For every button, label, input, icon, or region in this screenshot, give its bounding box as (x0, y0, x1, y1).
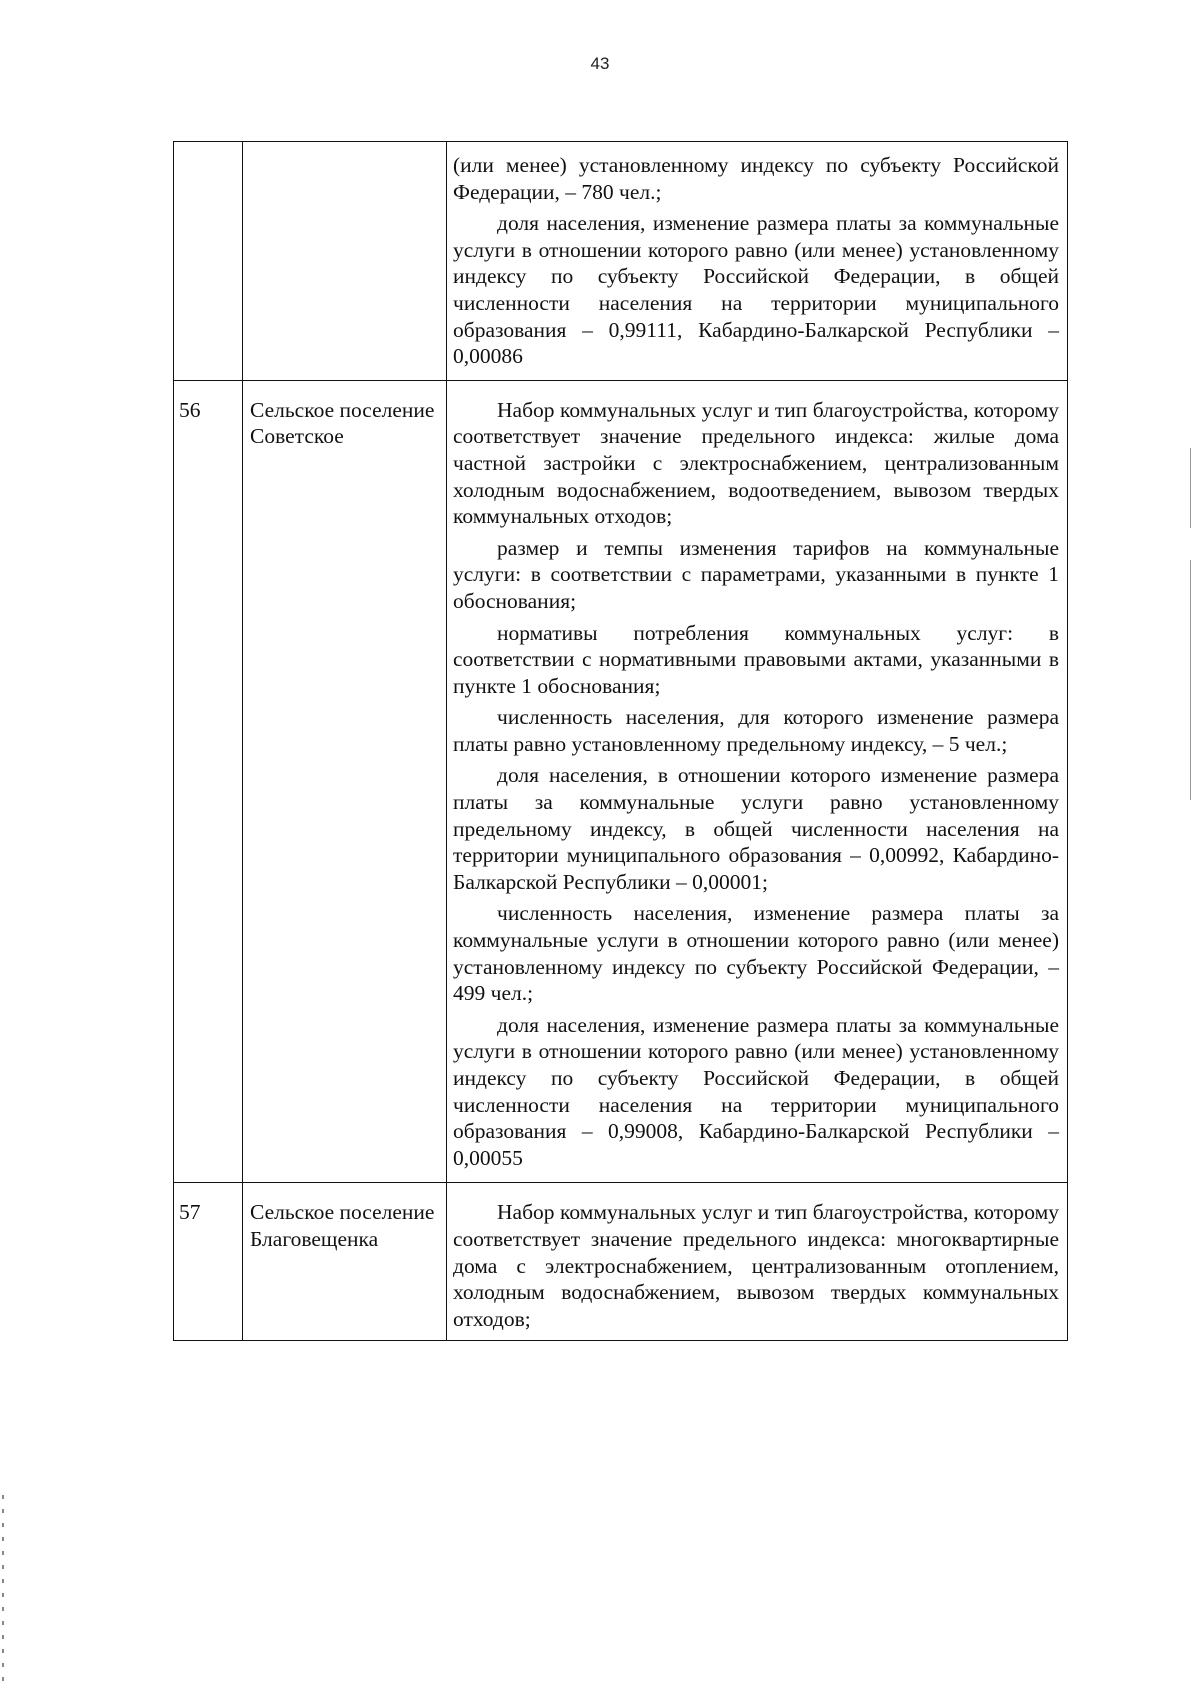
data-table (173, 141, 1068, 1341)
description-cell (447, 142, 1068, 381)
page-number: 43 (590, 54, 610, 73)
table-row-56 (174, 380, 1068, 1183)
description-paragraph: размер и темпы изменения тарифов на коммунальные услуги: в соответствии с параметрами, указанными в пункте 1 обоснования; (453, 535, 1059, 613)
description-paragraph: Набор коммунальных услуг и тип благоустройства, которому соответствует значение предельного индекса: жилые дома частной застройки с электроснабжением, централизованным холодным водоснабжением, водоотведением, вывозом твердых коммунальных отходов; (453, 397, 1059, 529)
table-row-continuation (174, 142, 1068, 381)
row-number-cell: 57 (174, 1183, 243, 1341)
description-paragraph: доля населения, в отношении которого изменение размера платы за коммунальные услуги равно установленному предельному индексу, в общей численности населения на территории муниципального образования – 0,00992, Кабардино-Балкарской Республики – 0,00001; (453, 763, 1059, 894)
description-cell (447, 1183, 1068, 1341)
description-cell (447, 380, 1068, 1183)
description-paragraph: численность населения, для которого изменение размера платы равно установленному предельному индексу, – 5 чел.; (453, 705, 1059, 756)
description-paragraph: Набор коммунальных услуг и тип благоустройства, которому соответствует значение предельного индекса: многоквартирные дома с электроснабжением, централизованным отоплением, холодным водоснабжением, вывозом твердых коммунальных отходов; (453, 1200, 1059, 1331)
row-number-cell: 56 (174, 380, 243, 1183)
settlement-name-cell: Сельское поселение Советское (243, 380, 447, 1183)
description-paragraph: (или менее) установленному индексу по субъекту Российской Федерации, – 780 чел.; (453, 153, 1059, 204)
table-row-57 (174, 1183, 1068, 1341)
description-paragraph: доля населения, изменение размера платы за коммунальные услуги в отношении которого равно (или менее) установленному индексу по субъекту Российской Федерации, в общей численности населения на территории муниципального образования – 0,99111, Кабардино-Балкарской Республики – 0,00086 (453, 211, 1059, 369)
description-paragraph: доля населения, изменение размера платы за коммунальные услуги в отношении которого равно (или менее) установленному индексу по субъекту Российской Федерации, в общей численности населения на территории муниципального образования – 0,99008, Кабардино-Балкарской Республики – 0,00055 (453, 1012, 1059, 1170)
settlement-name-cell: Сельское поселение Благовещенка (243, 1183, 447, 1341)
scan-artifact (1190, 448, 1191, 528)
description-paragraph: нормативы потребления коммунальных услуг: в соответствии с нормативными правовыми актами, указанными в пункте 1 обоснования; (453, 620, 1059, 698)
scan-artifact (1190, 560, 1191, 800)
scan-artifact (2, 1495, 4, 1685)
settlement-name-cell (243, 142, 447, 381)
row-number-cell (174, 142, 243, 381)
description-paragraph: численность населения, изменение размера платы за коммунальные услуги в отношении которого равно (или менее) установленному индексу по субъекту Российской Федерации, – 499 чел.; (453, 901, 1059, 1006)
